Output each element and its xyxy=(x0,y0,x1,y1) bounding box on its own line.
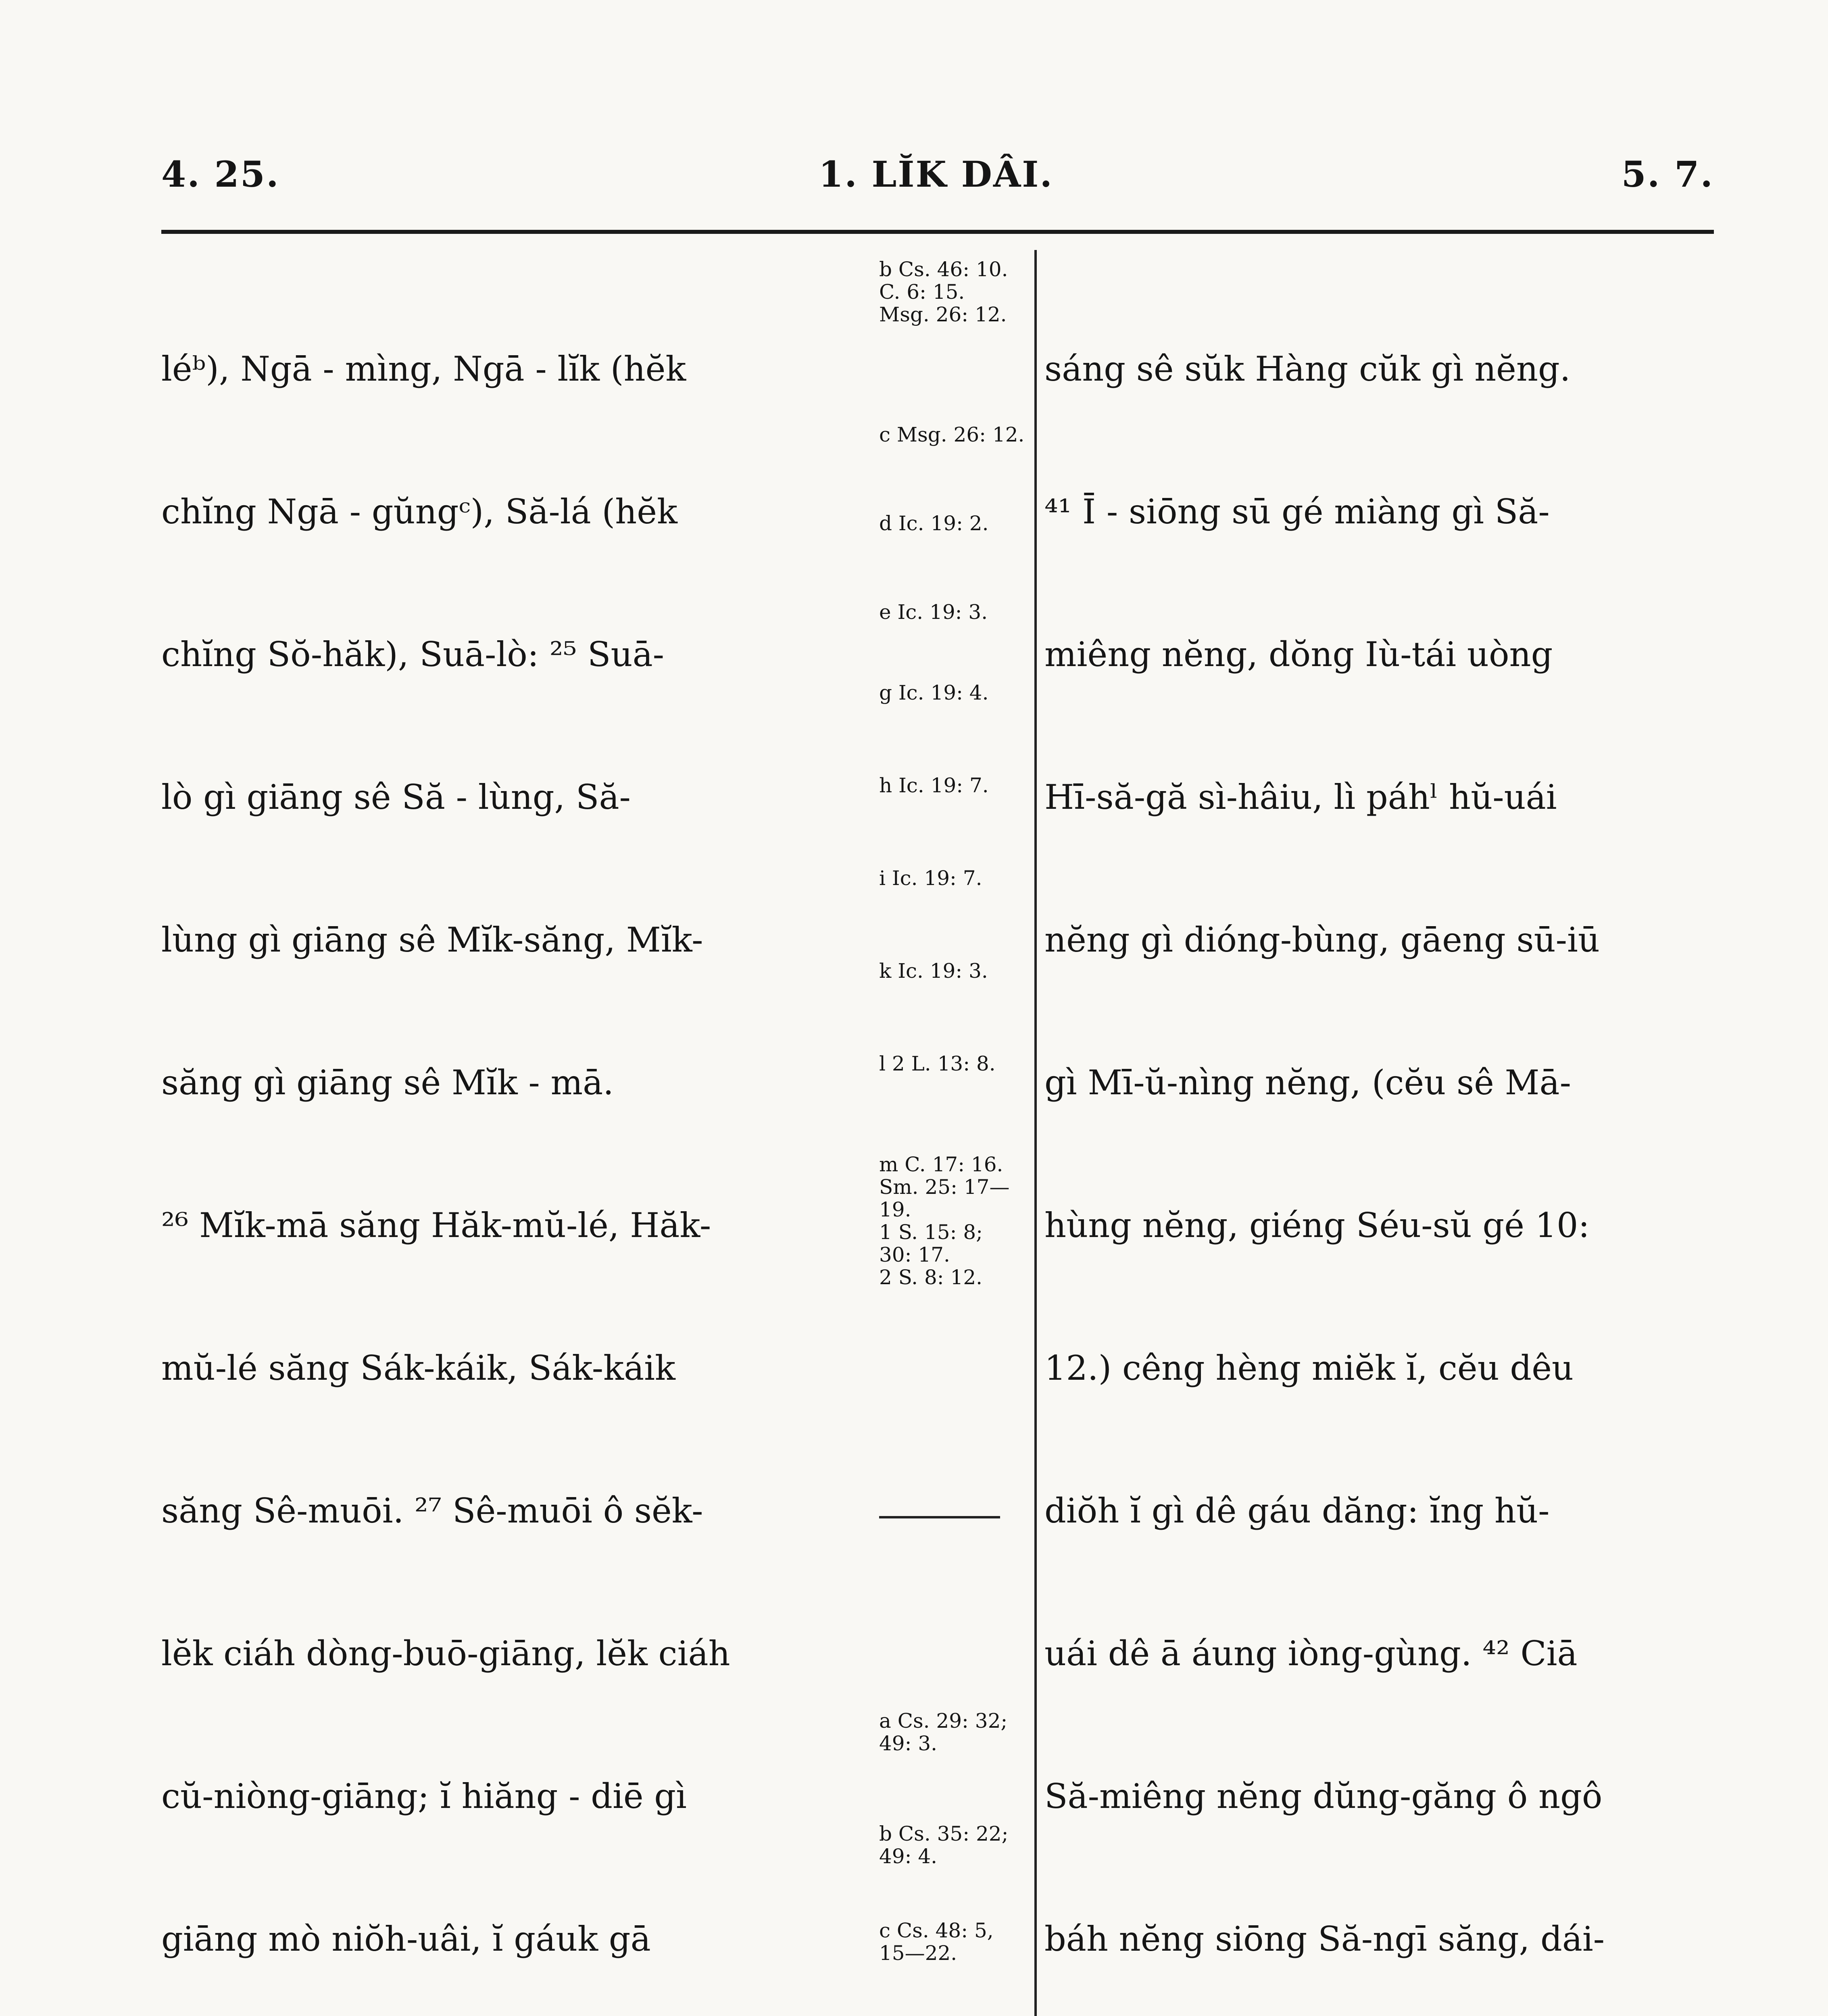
text-line: diŏh ĭ gì dê gáu dăng: ĭng hŭ- xyxy=(1044,1491,1550,1531)
margin-ref: i Ic. 19: 7. xyxy=(879,866,982,890)
margin-divider xyxy=(879,1516,1000,1518)
header-reference-left: 4. 25. xyxy=(161,153,280,195)
text-line: mŭ-lé săng Sák-káik, Sák-káik xyxy=(161,1348,675,1388)
text-line: nĕng gì dióng-bùng, gāeng sū-iū xyxy=(1044,920,1600,960)
text-line: lùng gì giāng sê Mĭk-săng, Mĭk- xyxy=(161,920,703,960)
text-line: lò gì giāng sê Să - lùng, Să- xyxy=(161,777,631,817)
text-line: léᵇ), Ngā - mìng, Ngā - lĭk (hĕk xyxy=(161,349,686,389)
text-line: săng Sê-muōi. ²⁷ Sê-muōi ô sĕk- xyxy=(161,1491,703,1531)
margin-ref: c Cs. 48: 5, 15—22. xyxy=(879,1919,994,1965)
margin-ref: d Ic. 19: 2. xyxy=(879,512,989,535)
right-text-column xyxy=(1044,250,1722,2016)
text-line: lĕk ciáh dòng-buō-giāng, lĕk ciáh xyxy=(161,1634,730,1673)
text-line: báh nĕng siōng Să-ngī săng, dái- xyxy=(1044,1919,1605,1959)
margin-ref: b Cs. 35: 22; 49: 4. xyxy=(879,1822,1009,1868)
margin-ref: m C. 17: 16. Sm. 25: 17— 19. 1 S. 15: 8; 30: 17. 2 S. 8: 12. xyxy=(879,1153,1010,1289)
margin-ref: c Msg. 26: 12. xyxy=(879,423,1025,446)
text-line: Să-miêng nĕng dŭng-găng ô ngô xyxy=(1044,1776,1603,1816)
text-line: hùng nĕng, giéng Séu-sŭ gé 10: xyxy=(1044,1206,1590,1245)
header-rule xyxy=(161,230,1714,234)
margin-references xyxy=(879,250,1024,2016)
text-line: săng gì giāng sê Mĭk - mā. xyxy=(161,1063,614,1102)
text-line: ²⁶ Mĭk-mā săng Hăk-mŭ-lé, Hăk- xyxy=(161,1206,711,1245)
text-line: miêng nĕng, dŏng Iù-tái uòng xyxy=(1044,635,1553,674)
text-line: chĭng Ngā - gŭngᶜ), Să-lá (hĕk xyxy=(161,492,677,531)
margin-ref: h Ic. 19: 7. xyxy=(879,774,989,797)
left-text-column xyxy=(161,250,867,2016)
text-line: giāng mò niŏh-uâi, ĭ gáuk gā xyxy=(161,1919,651,1959)
text-line: chĭng Sŏ-hăk), Suā-lò: ²⁵ Suā- xyxy=(161,635,665,674)
margin-ref: g Ic. 19: 4. xyxy=(879,681,989,704)
header-book-title: 1. LĬK DÂI. xyxy=(819,153,1054,195)
running-header xyxy=(161,153,1714,210)
text-line: uái dê ā áung iòng-gùng. ⁴² Ciā xyxy=(1044,1634,1578,1673)
margin-ref: b Cs. 46: 10. C. 6: 15. Msg. 26: 12. xyxy=(879,258,1008,326)
margin-ref: k Ic. 19: 3. xyxy=(879,959,988,983)
column-divider xyxy=(1034,250,1037,2016)
text-line: Hī-să-gă sì-hâiu, lì páhˡ hŭ-uái xyxy=(1044,777,1557,817)
text-line: ⁴¹ Ī - siōng sū gé miàng gì Să- xyxy=(1044,492,1550,531)
header-reference-right: 5. 7. xyxy=(1621,153,1714,195)
text-line: gì Mī-ŭ-nìng nĕng, (cĕu sê Mā- xyxy=(1044,1063,1572,1102)
text-line: 12.) cêng hèng miĕk ĭ, cĕu dêu xyxy=(1044,1348,1574,1388)
margin-ref: e Ic. 19: 3. xyxy=(879,600,988,624)
text-line: sáng sê sŭk Hàng cŭk gì nĕng. xyxy=(1044,349,1571,389)
text-line: cŭ-niòng-giāng; ĭ hiăng - diē gì xyxy=(161,1776,687,1816)
margin-ref: a Cs. 29: 32; 49: 3. xyxy=(879,1709,1008,1755)
margin-ref: l 2 L. 13: 8. xyxy=(879,1052,996,1075)
